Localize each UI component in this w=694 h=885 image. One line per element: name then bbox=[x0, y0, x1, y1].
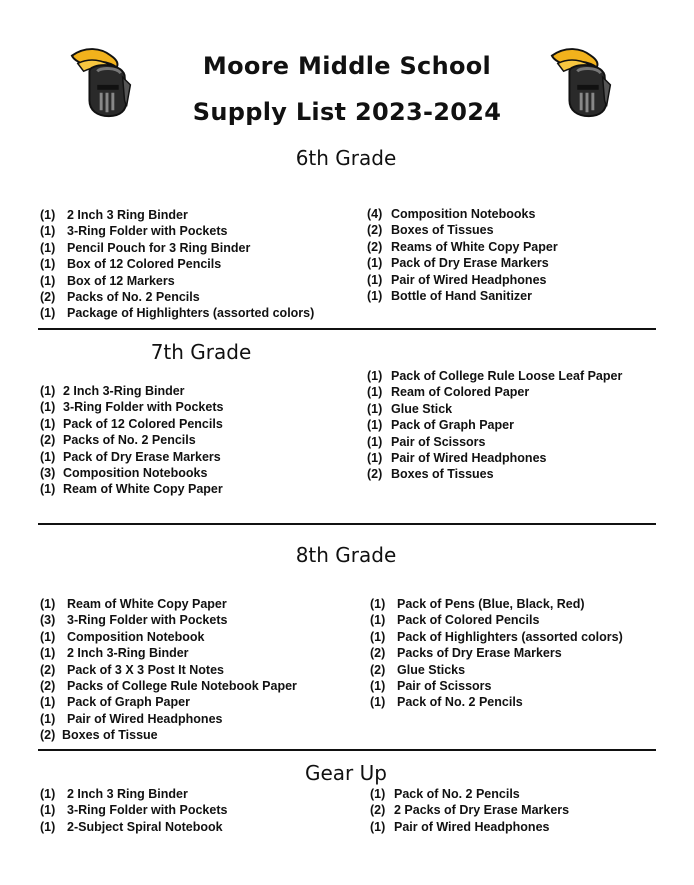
supply-item bbox=[40, 645, 297, 661]
list-6th-left bbox=[40, 207, 314, 322]
supply-item-name: Pair of Scissors bbox=[397, 679, 492, 694]
supply-quantity: (1) bbox=[367, 272, 383, 287]
supply-item bbox=[370, 662, 623, 678]
supply-item bbox=[370, 819, 569, 835]
supply-item-name: Pack of No. 2 Pencils bbox=[397, 695, 523, 710]
supply-item-name: Composition Notebook bbox=[67, 629, 205, 644]
supply-quantity: (2) bbox=[367, 223, 383, 238]
supply-item-name: Pack of Highlighters (assorted colors) bbox=[397, 629, 623, 644]
supply-item bbox=[40, 432, 223, 448]
supply-item-name: Pack of Pens (Blue, Black, Red) bbox=[397, 597, 585, 611]
supply-quantity: (1) bbox=[370, 613, 386, 628]
supply-quantity: (1) bbox=[367, 434, 383, 449]
supply-item bbox=[40, 786, 227, 802]
grade-heading-gear-up: Gear Up bbox=[305, 761, 387, 785]
supply-item-name: Packs of College Rule Notebook Paper bbox=[67, 679, 297, 694]
list-gearup-left bbox=[40, 786, 227, 835]
supply-item bbox=[40, 596, 297, 612]
supply-quantity: (1) bbox=[40, 384, 56, 398]
supply-item bbox=[370, 645, 623, 661]
supply-item-name: Pair of Wired Headphones bbox=[391, 272, 547, 287]
supply-item bbox=[40, 289, 314, 305]
supply-item-name: Packs of No. 2 Pencils bbox=[67, 290, 200, 305]
grade-heading-8th: 8th Grade bbox=[295, 543, 397, 567]
supply-quantity: (1) bbox=[40, 449, 56, 464]
supply-quantity: (1) bbox=[40, 695, 56, 710]
supply-quantity: (1) bbox=[40, 629, 56, 644]
supply-item-name: Glue Stick bbox=[391, 401, 453, 416]
supply-quantity: (2) bbox=[40, 662, 56, 677]
supply-quantity: (1) bbox=[370, 629, 386, 644]
supply-item bbox=[40, 416, 223, 432]
supply-item-name: 2 Inch 3-Ring Binder bbox=[67, 646, 189, 661]
supply-item-name: 2 Inch 3 Ring Binder bbox=[67, 208, 188, 222]
supply-item bbox=[370, 694, 623, 710]
supply-item-name: Pack of Graph Paper bbox=[67, 695, 190, 710]
supply-item-name: Packs of No. 2 Pencils bbox=[63, 433, 196, 448]
supply-item-name: 2 Packs of Dry Erase Markers bbox=[394, 803, 570, 818]
supply-quantity: (1) bbox=[40, 273, 56, 288]
supply-item-name: Pack of Graph Paper bbox=[391, 418, 514, 433]
supply-quantity: (2) bbox=[370, 662, 386, 677]
supply-item bbox=[40, 305, 314, 321]
supply-quantity: (2) bbox=[370, 646, 386, 661]
supply-quantity: (1) bbox=[40, 224, 56, 239]
grade-heading-6th: 6th Grade bbox=[295, 146, 397, 170]
supply-item-name: Box of 12 Markers bbox=[67, 273, 175, 288]
supply-item bbox=[40, 711, 297, 727]
supply-item bbox=[40, 223, 314, 239]
supply-quantity: (1) bbox=[367, 256, 383, 271]
supply-quantity: (2) bbox=[367, 239, 383, 254]
supply-item-name: Pack of Dry Erase Markers bbox=[391, 256, 549, 271]
supply-item-name: Pair of Scissors bbox=[391, 434, 486, 449]
supply-item bbox=[40, 383, 223, 399]
supply-quantity: (1) bbox=[40, 711, 56, 726]
supply-item-name: 2-Subject Spiral Notebook bbox=[67, 819, 223, 834]
supply-item bbox=[367, 450, 622, 466]
supply-item-name: Ream of White Copy Paper bbox=[67, 597, 227, 611]
list-7th-left bbox=[40, 383, 223, 498]
supply-item bbox=[370, 786, 569, 802]
supply-quantity: (1) bbox=[40, 400, 56, 415]
supply-item bbox=[40, 449, 223, 465]
section-divider bbox=[38, 523, 656, 525]
supply-quantity: (3) bbox=[40, 466, 56, 481]
list-6th-right bbox=[367, 206, 558, 304]
supply-quantity: (3) bbox=[40, 613, 56, 628]
supply-quantity: (1) bbox=[40, 306, 56, 321]
supply-item-name: 3-Ring Folder with Pockets bbox=[67, 224, 228, 239]
supply-item-name: Glue Sticks bbox=[397, 662, 466, 677]
supply-quantity: (1) bbox=[40, 240, 56, 255]
supply-item-name: Ream of White Copy Paper bbox=[63, 482, 223, 497]
supply-quantity: (2) bbox=[40, 679, 56, 694]
supply-quantity: (1) bbox=[40, 257, 56, 272]
list-gearup-right bbox=[370, 786, 569, 835]
supply-quantity: (1) bbox=[40, 482, 56, 497]
supply-quantity: (1) bbox=[367, 385, 383, 400]
supply-quantity: (1) bbox=[367, 369, 383, 383]
supply-item bbox=[367, 368, 622, 384]
supply-item bbox=[40, 629, 297, 645]
supply-item bbox=[367, 255, 558, 271]
supply-quantity: (1) bbox=[370, 695, 386, 710]
supply-item-name: Pair of Wired Headphones bbox=[67, 711, 223, 726]
supply-item bbox=[40, 240, 314, 256]
supply-item bbox=[40, 727, 297, 743]
supply-item bbox=[370, 596, 623, 612]
supply-quantity: (1) bbox=[40, 416, 56, 431]
supply-item bbox=[40, 465, 223, 481]
list-8th-left bbox=[40, 596, 297, 744]
supply-item bbox=[367, 222, 558, 238]
supply-item bbox=[40, 481, 223, 497]
supply-item-name: Pack of Dry Erase Markers bbox=[63, 449, 221, 464]
supply-item-name: 2 Inch 3 Ring Binder bbox=[67, 787, 188, 801]
supply-quantity: (1) bbox=[40, 787, 56, 801]
section-divider bbox=[38, 328, 656, 330]
supply-item bbox=[40, 273, 314, 289]
supply-item bbox=[40, 207, 314, 223]
supply-item bbox=[367, 384, 622, 400]
supply-item bbox=[40, 819, 227, 835]
supply-item-name: Pack of 12 Colored Pencils bbox=[63, 416, 223, 431]
supply-item bbox=[40, 694, 297, 710]
supply-item bbox=[367, 272, 558, 288]
supply-quantity: (1) bbox=[370, 787, 386, 801]
supply-item bbox=[40, 662, 297, 678]
supply-quantity: (2) bbox=[40, 290, 56, 305]
supply-item bbox=[40, 399, 223, 415]
supply-quantity: (4) bbox=[367, 207, 383, 221]
school-name: Moore Middle School bbox=[202, 52, 492, 80]
supply-item bbox=[370, 612, 623, 628]
supply-item-name: Reams of White Copy Paper bbox=[391, 239, 558, 254]
supply-quantity: (1) bbox=[40, 803, 56, 818]
supply-quantity: (1) bbox=[40, 208, 56, 222]
supply-item-name: Pack of College Rule Loose Leaf Paper bbox=[391, 369, 623, 383]
supply-quantity: (1) bbox=[40, 646, 56, 661]
supply-quantity: (2) bbox=[40, 728, 56, 743]
supply-quantity: (2) bbox=[370, 803, 386, 818]
supply-item bbox=[367, 288, 558, 304]
supply-quantity: (2) bbox=[367, 467, 383, 482]
supply-item-name: 3-Ring Folder with Pockets bbox=[67, 613, 228, 628]
supply-item-name: Pack of 3 X 3 Post It Notes bbox=[67, 662, 224, 677]
supply-item-name: Packs of Dry Erase Markers bbox=[397, 646, 562, 661]
supply-item-name: Pair of Wired Headphones bbox=[394, 819, 550, 834]
supply-item bbox=[367, 206, 558, 222]
grade-heading-7th: 7th Grade bbox=[150, 340, 252, 364]
list-8th-right bbox=[370, 596, 623, 711]
supply-item bbox=[40, 678, 297, 694]
supply-item bbox=[40, 612, 297, 628]
supply-item-name: 2 Inch 3-Ring Binder bbox=[63, 384, 185, 398]
supply-quantity: (1) bbox=[370, 597, 386, 611]
supply-quantity: (1) bbox=[370, 819, 386, 834]
supply-item-name: Boxes of Tissues bbox=[391, 223, 494, 238]
supply-item bbox=[367, 434, 622, 450]
supply-item-name: Pair of Wired Headphones bbox=[391, 451, 547, 466]
supply-quantity: (2) bbox=[40, 433, 56, 448]
supply-list-title: Supply List 2023-2024 bbox=[192, 98, 502, 126]
supply-quantity: (1) bbox=[367, 418, 383, 433]
supply-item-name: Pack of Colored Pencils bbox=[397, 613, 540, 628]
supply-item bbox=[367, 417, 622, 433]
supply-item bbox=[370, 678, 623, 694]
supply-item-name: Pack of No. 2 Pencils bbox=[394, 787, 520, 801]
supply-quantity: (1) bbox=[367, 401, 383, 416]
supply-item bbox=[370, 802, 569, 818]
supply-item-name: Box of 12 Colored Pencils bbox=[67, 257, 222, 272]
supply-item-name: Bottle of Hand Sanitizer bbox=[391, 289, 532, 304]
supply-item-name: Boxes of Tissues bbox=[391, 467, 494, 482]
supply-item-name: Boxes of Tissue bbox=[62, 728, 158, 743]
supply-item bbox=[370, 629, 623, 645]
supply-item-name: Ream of Colored Paper bbox=[391, 385, 530, 400]
supply-quantity: (1) bbox=[367, 289, 383, 304]
supply-item bbox=[367, 466, 622, 482]
supply-item bbox=[40, 256, 314, 272]
supply-item-name: 3-Ring Folder with Pockets bbox=[67, 803, 228, 818]
supply-item-name: 3-Ring Folder with Pockets bbox=[63, 400, 224, 415]
section-divider bbox=[38, 749, 656, 751]
supply-item bbox=[367, 239, 558, 255]
supply-quantity: (1) bbox=[40, 819, 56, 834]
supply-item bbox=[367, 401, 622, 417]
supply-item-name: Pencil Pouch for 3 Ring Binder bbox=[67, 240, 251, 255]
list-7th-right bbox=[367, 368, 622, 483]
supply-quantity: (1) bbox=[367, 451, 383, 466]
supply-item-name: Package of Highlighters (assorted colors) bbox=[67, 306, 315, 321]
supply-item-name: Composition Notebooks bbox=[391, 207, 536, 221]
supply-item bbox=[40, 802, 227, 818]
supply-quantity: (1) bbox=[370, 679, 386, 694]
supply-quantity: (1) bbox=[40, 597, 56, 611]
supply-item-name: Composition Notebooks bbox=[63, 466, 208, 481]
